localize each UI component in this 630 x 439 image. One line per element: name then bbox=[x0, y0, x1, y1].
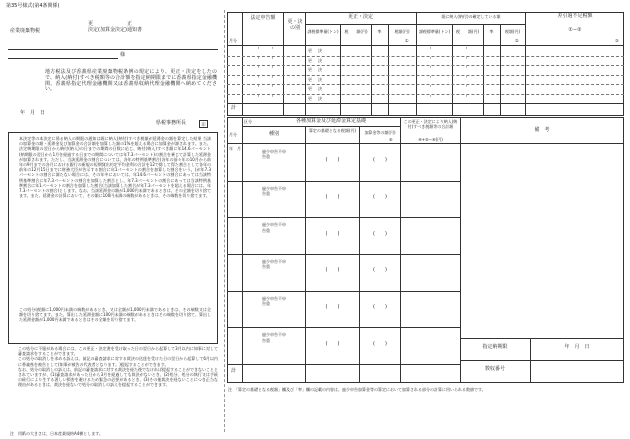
col-sum-formula: ④+⑤−⑥(円) bbox=[418, 137, 443, 142]
block-surcharge-paren[interactable]: ( ) bbox=[373, 340, 387, 347]
row-dot: ・ bbox=[256, 93, 262, 100]
col-base-tax: 算定の基礎となる税額(円) bbox=[308, 128, 357, 133]
block-year-month: 年 月 bbox=[229, 146, 241, 151]
doc-title-a: 更 決定(加算金決定) bbox=[88, 21, 127, 33]
row-dot: ・ bbox=[428, 65, 434, 71]
notice-note-2: この処分(税額に1,000円未満の端数があるとき、又は全額が1,000円未満であるときは、その端数又は全額を切り捨てます。また、算出した延滞金額に100円未満の端数があるときはその端数を切り捨て、算出した延滞金額が1,000円未満であるときはその全額を切り捨てます。 bbox=[19, 307, 211, 323]
col-sum-header: この更正・決定により納入(納付)すべき税額等の合計額 bbox=[403, 119, 458, 130]
row-kosei-mark[interactable]: 更 bbox=[308, 48, 312, 53]
block-base-paren[interactable]: ( ) bbox=[325, 267, 340, 274]
row-dot: ・ bbox=[256, 55, 262, 62]
col-diff-formula: ①−② bbox=[568, 27, 582, 33]
notice-note-1: 本決定等の本決定に係る納入の期限の通知は既に納入(納付)すべき税額が延滞金の額を算定した結果 当該の加算金の額・延滞金及び加算金の合計額を加算した額の1%を超える場合に加算金が課されます。また、法定納期限の翌日から納付(納入)の日までの期間の日数に応じ、納付(納入)すべき額に年14.6パーセント(納期限の翌日から1月を経過する日までの期間については年7.3パーセント)の割合を乗じて計算した延滞金が加算されます。ただし、当該延滞金の割合については、各年の特例基準割合(各年の前々年の10月から前年の9月までの各月における銀行の新規の短期貸出約定平均金利の合計を12で除して得た割合として各年の前年の12月15日までに財務大臣が告示する割合に年1パーセントの割合を加算した割合をいう。)が年7.3パーセントの割合に満たない場合には、その年中においては、年14.6パーセントの割合にあっては当該特例基準割合に年7.3パーセントの割合を加算した割合とし、年7.3パーセントの割合にあっては当該特例基準割合に年1パーセントの割合を加算した割合(当該加算した割合が年7.3パーセントを超える場合には、年7.3パーセントの割合)とします。なお、当該延滞金の額が1,000円未満であるときは、その全額を切り捨てます。また、延滞金の計算において、その額に100円未満の端数があるときは、その端数を切り捨てます。 bbox=[19, 136, 211, 199]
bottom-total-label: 計 bbox=[231, 368, 237, 374]
row-kettei-mark[interactable]: 決 bbox=[318, 95, 322, 101]
row-dot: ・ bbox=[428, 74, 434, 81]
row-kettei-mark[interactable]: 決 bbox=[318, 57, 322, 63]
col-sumi-header: 既に納入(納付)の確定している額 bbox=[441, 14, 501, 19]
paper-size-note: 注 用紙の大きさは、日本産業規格A4横とします。 bbox=[10, 431, 103, 436]
form-number: 第35号様式(第4条関係) bbox=[6, 3, 60, 9]
issuer-label: 県税事務所長 bbox=[156, 120, 187, 126]
block-base-paren[interactable]: ( ) bbox=[325, 194, 340, 200]
due-date-label: 指定納期限 bbox=[482, 344, 508, 350]
row-dot: ・ bbox=[464, 93, 470, 100]
seal-mark: 印 bbox=[199, 120, 208, 128]
bottom-month-label: 月分 bbox=[229, 132, 237, 137]
issue-date: 年 月 日 bbox=[20, 110, 46, 116]
block-surcharge-paren[interactable]: ( ) bbox=[373, 230, 387, 237]
block-surcharge-paren[interactable]: ( ) bbox=[373, 194, 387, 200]
col-kosei-kettei-kind: 更・決の別 bbox=[287, 19, 303, 31]
block-base-paren[interactable]: ( ) bbox=[325, 304, 340, 310]
row-kettei-mark[interactable]: 決 bbox=[318, 48, 322, 53]
address-line-1 bbox=[8, 49, 218, 50]
row-dot: ・ bbox=[464, 65, 470, 71]
row-dot: ・ bbox=[256, 74, 262, 81]
row-kosei-mark[interactable]: 更 bbox=[308, 95, 312, 101]
col-kosei-header: 更正・決定 bbox=[347, 14, 373, 20]
panel-separator bbox=[224, 10, 225, 432]
row-dot: ・ bbox=[428, 46, 434, 52]
row-dot: ・ bbox=[270, 93, 276, 100]
row-dot: ・ bbox=[464, 55, 470, 62]
dono-label: 様 bbox=[120, 52, 126, 58]
block-base-paren[interactable]: ( ) bbox=[325, 230, 340, 237]
row-kosei-mark[interactable]: 更 bbox=[308, 67, 312, 72]
top-month-label: 月分 bbox=[229, 38, 237, 43]
row-kosei-mark[interactable]: 更 bbox=[308, 86, 312, 91]
row-dot: ・ bbox=[270, 46, 276, 52]
col-surcharge: 加算金等の額(円) bbox=[364, 130, 396, 135]
row-kosei-mark[interactable]: 更 bbox=[308, 57, 312, 63]
row-dot: ・ bbox=[270, 74, 276, 81]
doc-title-b: 正 通知書 bbox=[127, 21, 143, 33]
row-kettei-mark[interactable]: 決 bbox=[318, 86, 322, 91]
block-kind-list: 過少申告不申告重 bbox=[262, 295, 286, 306]
doc-number-label: 数収番号 bbox=[484, 366, 505, 372]
block-base-paren[interactable]: ( ) bbox=[325, 340, 340, 347]
row-dot: ・ bbox=[428, 93, 434, 100]
block-kind-list: 過少申告不申告重 bbox=[262, 259, 286, 270]
col-kind: 種別 bbox=[268, 131, 279, 137]
block-surcharge-paren[interactable]: ( ) bbox=[373, 267, 387, 274]
address-line-2 bbox=[8, 58, 118, 59]
col-diff-header: 差引過不足税額 bbox=[557, 13, 593, 19]
row-dot: ・ bbox=[256, 46, 262, 52]
row-dot: ・ bbox=[270, 65, 276, 71]
block-kind-list: 過少申告不申告重 bbox=[262, 185, 286, 196]
top-total-label: 計 bbox=[231, 105, 237, 111]
block-kind-list: 過少申告不申告重 bbox=[262, 332, 286, 343]
row-dot: ・ bbox=[464, 74, 470, 81]
col-remarks: 備 考 bbox=[534, 127, 550, 133]
block-kind-list: 過少申告不申告重 bbox=[262, 222, 286, 233]
row-kettei-mark[interactable]: 決 bbox=[318, 67, 322, 72]
due-date-value[interactable]: 年 月 日 bbox=[564, 344, 590, 350]
bottom-kubun-label: 区分 bbox=[244, 119, 252, 124]
row-dot: ・ bbox=[428, 84, 434, 90]
row-dot: ・ bbox=[270, 55, 276, 62]
notice-box bbox=[8, 132, 218, 344]
intro-body: 地方税法及び香義県産業廃棄物税条例の規定により、更正・決定をしたので、納入(納付)すべき税額等の合計額を指定納期限までに香義県指定金融機関、香義県指定代理金融機関又は香義県収納代理金融機関へ納めてください。 bbox=[45, 69, 217, 93]
bottom-heading: 各種加算金及び延滞金算定基礎 bbox=[295, 118, 366, 124]
block-base-paren[interactable]: ( ) bbox=[325, 157, 340, 164]
row-dot: ・ bbox=[256, 65, 262, 71]
col-declared-amount: 法定申告額 bbox=[250, 15, 276, 21]
office-label: 産業廃棄物税 bbox=[10, 28, 41, 34]
bottom-footnote: 注 「算定の基礎となる税額」欄及び「率」欄の記載の内容は、過少申告加算金等の算定において加算される部分の計算に用いられる数値です。 bbox=[228, 387, 486, 392]
row-kosei-mark[interactable]: 更 bbox=[308, 76, 312, 82]
appeal-note: この処分に不服がある場合には、この更正・決定書を受け取った日の翌日から起算して3月以内に知事に対して審査請求をすることができます。 この処分の取消しを求める訴えは、前記の審査請求に対する裁決の送達を受けた日の翌日から起算して6月以内に香義県を被告として(知事が被告の代表者となります。)提起することができます。 なお、処分の取消しの訴えは、前記の審査請求に対する裁決を経た後でなければ提起することができないこととされていますが、(1)審査請求があった日から3月を経過しても裁決がないとき、(2)処分、処分の執行又は手続の続行により生ずる著しい損害を避けるため緊急の必要があるとき、(3)その他裁決を経ないことにつき正当な理由があるときは、裁決を経ないで処分の取消しの訴えを提起することができます。 bbox=[18, 346, 218, 388]
row-dot: ・ bbox=[256, 84, 262, 90]
block-surcharge-paren[interactable]: ( ) bbox=[373, 157, 387, 164]
block-kind-list: 過少申告不申告重 bbox=[262, 149, 286, 160]
row-dot: ・ bbox=[464, 46, 470, 52]
row-dot: ・ bbox=[428, 55, 434, 62]
row-dot: ・ bbox=[270, 84, 276, 90]
row-kettei-mark[interactable]: 決 bbox=[318, 76, 322, 82]
row-dot: ・ bbox=[464, 84, 470, 90]
block-surcharge-paren[interactable]: ( ) bbox=[373, 304, 387, 310]
